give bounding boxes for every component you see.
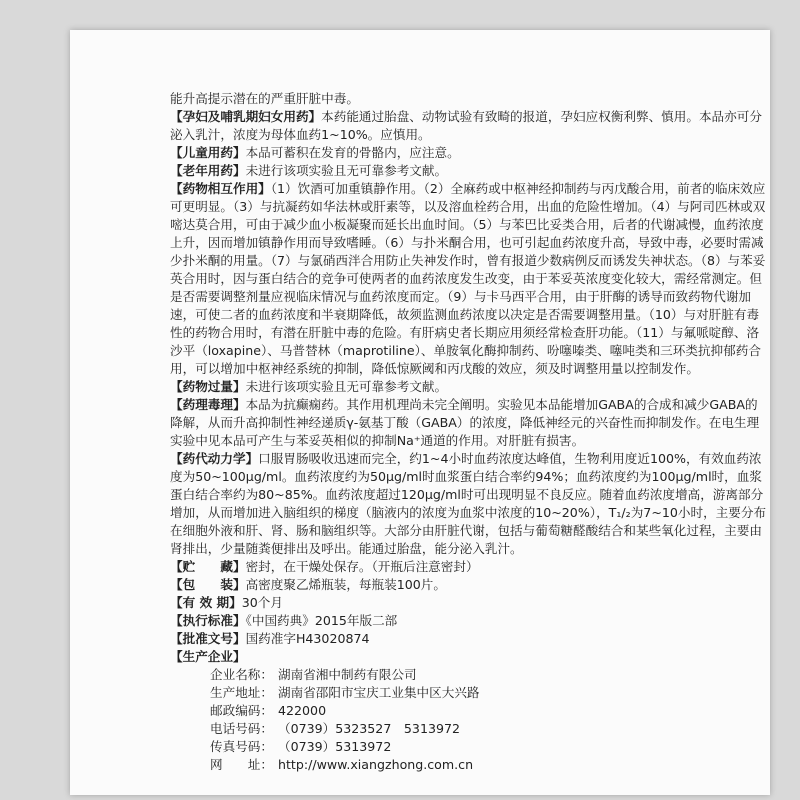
section-standard [170, 612, 770, 630]
section-body: 本品为抗癫痫药。其作用机理尚未完全阐明。实验见本品能增加GABA的合成和减少GABA的降解，从而升高抑制性神经递质γ-氨基丁酸（GABA）的浓度，降低神经元的兴奋性而抑制发作。在电生理实验中见本品可产生与苯妥英相似的抑制Na⁺通道的作用。对肝脏有损害。 [170, 397, 760, 448]
section-body: 未进行该项实验且无可靠参考文献。 [245, 379, 448, 394]
leaflet-content [170, 90, 770, 774]
row-value: 422000 [278, 703, 327, 718]
row-value: 湖南省湘中制药有限公司 [278, 667, 417, 682]
row-label: 电话号码： [210, 721, 273, 736]
section-body: 密封，在干燥处保存。（开瓶后注意密封） [245, 559, 479, 574]
section-body: 30个月 [241, 595, 283, 610]
row-value: （0739）5323527 5313972 [278, 721, 461, 736]
row-label: 传真号码： [210, 739, 273, 754]
section-body: 本品可蓄积在发育的骨骼内，应注意。 [245, 145, 460, 160]
manufacturer-row [210, 720, 770, 738]
section-elderly [170, 162, 770, 180]
section-title: 【儿童用药】 [170, 145, 246, 160]
website-value: http://www.xiangzhong.com.cn [278, 757, 474, 772]
section-title: 【生产企业】 [170, 649, 246, 664]
section-title: 【药物过量】 [170, 379, 246, 394]
manufacturer-row [210, 684, 770, 702]
section-title: 【执行标准】 [170, 613, 246, 628]
section-manufacturer [170, 648, 770, 666]
section-title: 【药理毒理】 [170, 397, 246, 412]
section-children [170, 144, 770, 162]
section-body: 本药能通过胎盘、动物试验有致畸的报道，孕妇应权衡利弊、慎用。本品亦可分泌入乳汁，浓度为母体血药1~10%。应慎用。 [170, 109, 762, 142]
section-title: 【有 效 期】 [170, 595, 242, 610]
section-title: 【老年用药】 [170, 163, 246, 178]
section-storage [170, 558, 770, 576]
section-body: 未进行该项实验且无可靠参考文献。 [245, 163, 448, 178]
manufacturer-details [170, 666, 770, 774]
section-pharmacokinetics [170, 450, 770, 558]
row-label: 生产地址： [210, 685, 273, 700]
section-body: 《中国药典》2015年版二部 [245, 613, 398, 628]
section-overdose [170, 378, 770, 396]
section-title: 【贮 藏】 [170, 559, 246, 574]
section-title: 【批准文号】 [170, 631, 246, 646]
section-pregnancy [170, 108, 770, 144]
manufacturer-row [210, 666, 770, 684]
section-title: 【包 装】 [170, 577, 246, 592]
row-value: 湖南省邵阳市宝庆工业集中区大兴路 [278, 685, 480, 700]
section-body: 国药准字H43020874 [245, 631, 370, 646]
manufacturer-row [210, 738, 770, 756]
section-validity [170, 594, 770, 612]
manufacturer-row [210, 756, 770, 774]
row-value: （0739）5313972 [278, 739, 392, 754]
section-body: 高密度聚乙烯瓶装，每瓶装100片。 [245, 577, 446, 592]
section-title: 【药物相互作用】 [170, 181, 271, 196]
section-title: 【药代动力学】 [170, 451, 259, 466]
section-interactions [170, 180, 770, 378]
leaflet-sheet [70, 30, 770, 795]
row-label: 网 址： [210, 757, 273, 772]
section-pharmacology [170, 396, 770, 450]
intro-text: 能升高提示潜在的严重肝脏中毒。 [170, 91, 359, 106]
manufacturer-row [210, 702, 770, 720]
section-package [170, 576, 770, 594]
section-body: （1）饮酒可加重镇静作用。（2）全麻药或中枢神经抑制药与丙戊酸合用，前者的临床效应可更明显。（3）与抗凝药如华法林或肝素等，以及溶血栓药合用，出血的危险性增加。（4）与阿司匹林或双嘧达莫合用，可由于减少血小板凝聚而延长出血时间。（5）与苯巴比妥类合用，后者的代谢减慢，血药浓度上升，因而增加镇静作用而导致嗜睡。（6）与扑米酮合用，也可引起血药浓度升高，导致中毒，必要时需减少扑米酮的用量。（7）与氯硝西泮合用防止失神发作时，曾有报道少数病例反而诱发失神状态。（8）与苯妥英合用时，因与蛋白结合的竞争可使两者的血药浓度发生改变，由于苯妥英浓度变化较大，需经常测定。但是否需要调整剂量应视临床情况与血药浓度而定。（9）与卡马西平合用，由于肝酶的诱导而致药物代谢加速，可使二者的血药浓度和半衰期降低，故须监测血药浓度以决定是否需要调整用量。（10）与对肝脏有毒性的药物合用时，有潜在肝脏中毒的危险。有肝病史者长期应用须经常检查肝功能。（11）与氟哌啶醇、洛沙平（loxapine）、马普替林（maprotiline）、单胺氧化酶抑制药、吩噻嗪类、噻吨类和三环类抗抑郁药合用，可以增加中枢神经系统的抑制，降低惊厥阈和丙戊酸的效应，须及时调整用量以控制发作。 [170, 181, 766, 376]
row-label: 邮政编码： [210, 703, 273, 718]
section-body: 口服胃肠吸收迅速而完全，约1~4小时血药浓度达峰值，生物利用度近100%，有效血药浓度为50~100μg/ml。血药浓度约为50μg/ml时血浆蛋白结合率约94%；血药浓度约为100μg/ml时，血浆蛋白结合率约为80~85%。血药浓度超过120μg/ml时可出现明显不良反应。随着血药浓度增高，游离部分增加，从而增加进入脑组织的梯度（脑液内的浓度为血浆中浓度的10~20%），T₁/₂为7~10小时，主要分布在细胞外液和肝、肾、肠和脑组织等。大部分由肝脏代谢，包括与葡萄糖醛酸结合和某些氧化过程，主要由肾排出，少量随粪便排出及呼出。能通过胎盘，能分泌入乳汁。 [170, 451, 767, 556]
section-title: 【孕妇及哺乳期妇女用药】 [170, 109, 322, 124]
section-approval [170, 630, 770, 648]
row-label: 企业名称： [210, 667, 273, 682]
